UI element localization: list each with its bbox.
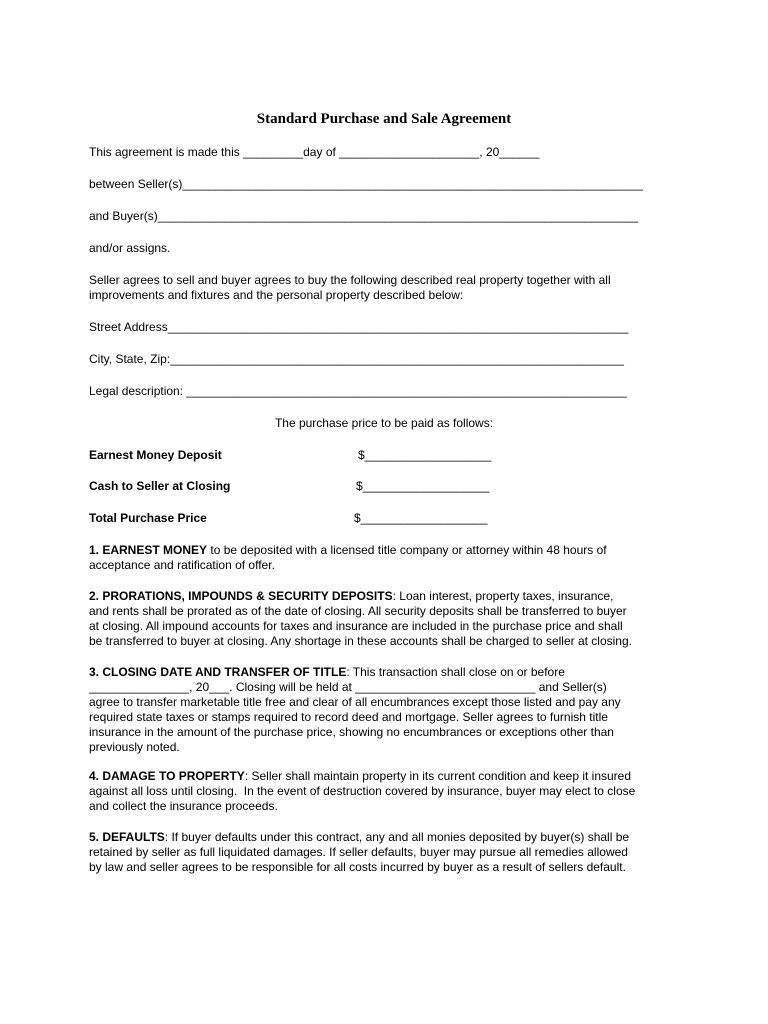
agreement-paragraph-line: improvements and fixtures and the personal property described below: (89, 288, 464, 302)
buyer-line: and Buyer(s)________________________________________________________________________ (89, 209, 639, 223)
section-heading: 3. CLOSING DATE AND TRANSFER OF TITLE (89, 665, 347, 679)
earnest-money-deposit-blank: $___________________ (358, 448, 492, 462)
section-text: : If buyer defaults under this contract, any and all monies deposited by buyer(s) shall be (164, 830, 630, 844)
agreement-paragraph (89, 273, 669, 303)
section-text: acceptance and ratification of offer. (89, 558, 275, 572)
purchase-price-intro: The purchase price to be paid as follows: (274, 416, 494, 430)
section-text: and rents shall be prorated as of the date of closing. All security deposits shall be transferred to buyer (89, 604, 627, 618)
cash-to-seller-label: Cash to Seller at Closing (89, 479, 231, 493)
seller-line: between Seller(s)_____________________________________________________________________ (89, 177, 643, 191)
section-text: insurance in the amount of the purchase price, showing no encumbrances or exceptions other than (89, 725, 614, 739)
section-heading: 5. DEFAULTS (89, 830, 165, 844)
section-heading: 1. EARNEST MONEY (89, 543, 208, 557)
total-purchase-price-label: Total Purchase Price (89, 511, 207, 525)
section-text: _______________, 20___. Closing will be held at ___________________________ and Seller(s) (89, 680, 607, 694)
section-text: : Loan interest, property taxes, insurance, (392, 589, 614, 603)
section-damage-to-property (89, 769, 669, 814)
street-address-line: Street Address_____________________________________________________________________ (89, 320, 629, 334)
section-text: and collect the insurance proceeds. (89, 799, 278, 813)
section-text: : Seller shall maintain property in its current condition and keep it insured (244, 769, 632, 783)
section-heading: 4. DAMAGE TO PROPERTY (89, 769, 245, 783)
earnest-money-deposit-label: Earnest Money Deposit (89, 448, 222, 462)
section-text: by law and seller agrees to be responsible for all costs incurred by buyer as a result of sellers default. (89, 860, 626, 874)
section-text: required state taxes or stamps required to record deed and mortgage. Seller agrees to furnish title (89, 710, 608, 724)
section-text: previously noted. (89, 740, 180, 754)
city-state-zip-line: City, State, Zip:____________________________________________________________________ (89, 352, 624, 366)
section-text: : This transaction shall close on or before (346, 665, 565, 679)
section-text: against all loss until closing. In the event of destruction covered by insurance, buyer may elect to close (89, 784, 636, 798)
section-text: at closing. All impound accounts for taxes and insurance are included in the purchase price and shall (89, 619, 623, 633)
section-text: to be deposited with a licensed title company or attorney within 48 hours of (207, 543, 607, 557)
legal-description-line: Legal description: __________________________________________________________________ (89, 384, 627, 398)
section-heading: 2. PRORATIONS, IMPOUNDS & SECURITY DEPOSITS (89, 589, 393, 603)
intro-line: This agreement is made this _________day of _____________________, 20______ (89, 145, 540, 159)
assigns-line: and/or assigns. (89, 241, 171, 255)
agreement-paragraph-line: Seller agrees to sell and buyer agrees to buy the following described real property together with all (89, 273, 611, 287)
section-closing-date (89, 665, 669, 755)
section-text: retained by seller as full liquidated damages. If seller defaults, buyer may pursue all remedies allowed (89, 845, 628, 859)
cash-to-seller-blank: $___________________ (356, 479, 490, 493)
section-earnest-money (89, 543, 669, 573)
document-title: Standard Purchase and Sale Agreement (256, 111, 512, 127)
section-prorations (89, 589, 669, 649)
section-text: be transferred to buyer at closing. Any shortage in these accounts shall be charged to seller at closing. (89, 634, 632, 648)
total-purchase-price-blank: $___________________ (354, 511, 488, 525)
section-text: agree to transfer marketable title free and clear of all encumbrances except those listed and pay any (89, 695, 621, 709)
section-defaults (89, 830, 669, 875)
